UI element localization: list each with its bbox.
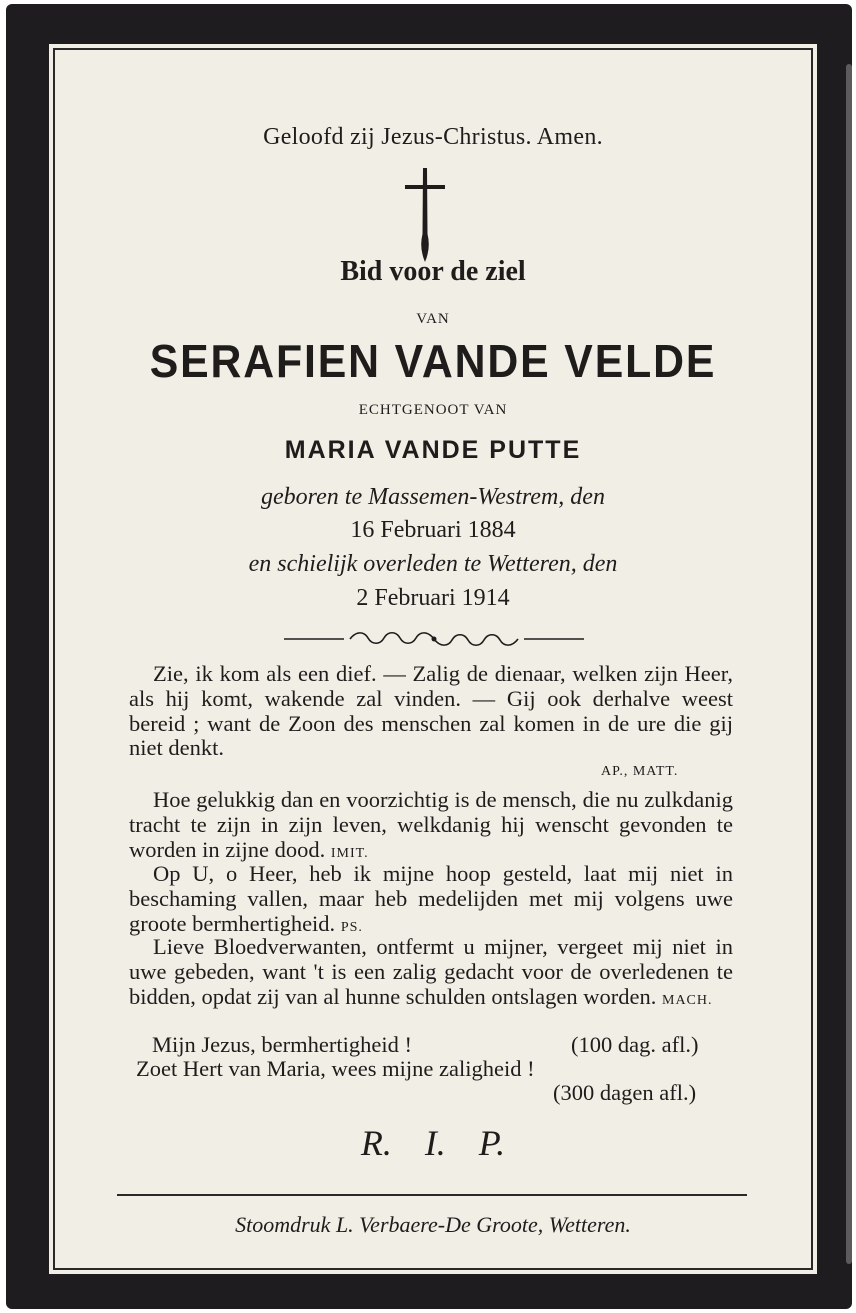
card-paper bbox=[49, 44, 817, 1274]
spouse-of-label: ECHTGENOOT VAN bbox=[358, 402, 508, 418]
verse-reference: PS. bbox=[340, 919, 363, 935]
van-label: VAN bbox=[416, 311, 450, 327]
verse-text: Zie, ik kom als een dief. — Zalig de dienaar, welken zijn Heer, als hij komt, wakende zal vinden. — Gij ook derhalve weest bereid ; want de Zoon des menschen zal komen in de ure die gij niet denkt. bbox=[129, 661, 733, 761]
latin-cross-icon bbox=[405, 164, 445, 264]
verse-text-body: Lieve Bloedverwanten, ontfermt u mijner, vergeet mij niet in uwe gebeden, want 't is een zalig gedacht voor de overledenen te bidden, opdat zij van al hunne schulden ontslagen worden. bbox=[129, 934, 733, 1009]
flourish-divider-icon bbox=[284, 628, 584, 650]
pray-heading: Bid voor de ziel bbox=[340, 256, 526, 287]
verse-reference: AP., MATT. bbox=[601, 764, 679, 779]
verse-text bbox=[129, 788, 733, 866]
prayer-line: Mijn Jezus, bermhertigheid ! bbox=[152, 1032, 412, 1057]
verse-text bbox=[129, 935, 733, 1013]
verse-text-body: Hoe gelukkig dan en voorzichtig is de mensch, die nu zulkdanig tracht te zijn in zijn leven, welkdanig hij wenscht gevonden te worden in zijne dood. bbox=[129, 787, 733, 862]
verse-text bbox=[129, 862, 733, 940]
footer-divider bbox=[117, 1194, 747, 1196]
spouse-name: MARIA VANDE PUTTE bbox=[284, 436, 582, 464]
card-edge bbox=[846, 64, 852, 1264]
verse-reference: IMIT. bbox=[330, 845, 369, 861]
indulgence-note: (100 dag. afl.) bbox=[571, 1032, 699, 1057]
motto: Geloofd zij Jezus-Christus. Amen. bbox=[263, 124, 603, 150]
rip-inscription: R. I. P. bbox=[360, 1123, 506, 1163]
verse-reference: MACH. bbox=[662, 992, 713, 1008]
printer-credit: Stoomdruk L. Verbaere-De Groote, Wetteren. bbox=[235, 1212, 631, 1237]
deceased-name: SERAFIEN VANDE VELDE bbox=[149, 335, 717, 387]
verse-text-body: Op U, o Heer, heb ik mijne hoop gesteld, laat mij niet in beschaming vallen, maar heb medelijden met mij volgens uwe groote bermhertigheid. bbox=[129, 861, 733, 936]
mourning-card bbox=[6, 4, 852, 1309]
prayer-line: Zoet Hert van Maria, wees mijne zaligheid ! bbox=[136, 1056, 535, 1081]
birth-date: 16 Februari 1884 bbox=[350, 517, 516, 543]
birth-place-line: geboren te Massemen-Westrem, den bbox=[261, 484, 605, 510]
death-date: 2 Februari 1914 bbox=[356, 585, 510, 611]
indulgence-note: (300 dagen afl.) bbox=[553, 1080, 697, 1105]
death-place-line: en schielijk overleden te Wetteren, den bbox=[248, 551, 618, 577]
